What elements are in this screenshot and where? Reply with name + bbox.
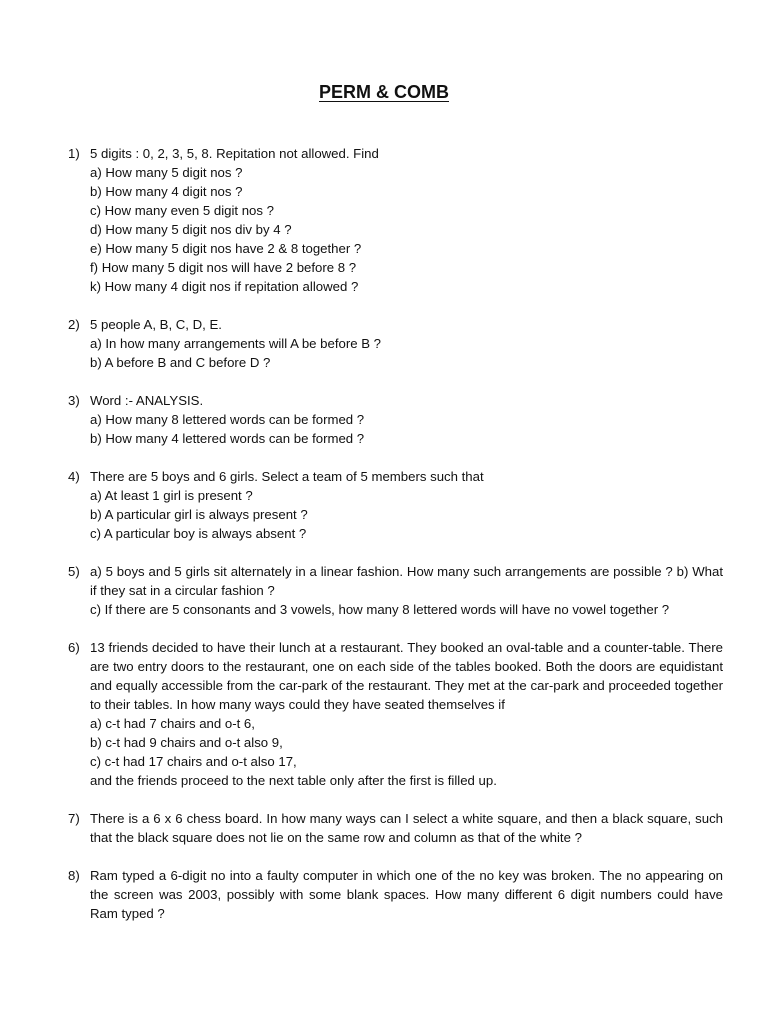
question-line: and the friends proceed to the next table only after the first is filled up. — [90, 773, 497, 788]
question-item — [68, 562, 723, 619]
question-paragraph: 13 friends decided to have their lunch at a restaurant. They booked an oval-table and a counter-table. There are two entry doors to the restaurant, one on each side of the tables booked. Both the doors are equidistant and equally accessible from the car-park of the restaurant. They met at the car-park and proceeded together to their tables. In how many ways could they have seated themselves if — [90, 640, 723, 712]
question-number: 8) — [68, 868, 80, 883]
question-number: 3) — [68, 393, 80, 408]
question-line: a) c-t had 7 chairs and o-t 6, — [90, 716, 255, 731]
question-line: a) How many 5 digit nos ? — [90, 165, 243, 180]
question-line: b) How many 4 digit nos ? — [90, 184, 243, 199]
question-item — [68, 638, 723, 790]
question-item — [68, 315, 723, 372]
question-number: 7) — [68, 811, 80, 826]
question-number: 1) — [68, 146, 80, 161]
question-number: 2) — [68, 317, 80, 332]
question-paragraph: Ram typed a 6-digit no into a faulty computer in which one of the no key was broken. The no appearing on the screen was 2003, possibly with some blank spaces. How many different 6 digit numbers could have Ram typed ? — [90, 868, 723, 921]
question-item — [68, 866, 723, 923]
question-paragraph: a) 5 boys and 5 girls sit alternately in a linear fashion. How many such arrangements are possible ? b) What if they sat in a circular fashion ? — [90, 564, 723, 598]
question-line: f) How many 5 digit nos will have 2 before 8 ? — [90, 260, 357, 275]
question-line: 5 people A, B, C, D, E. — [90, 317, 222, 332]
question-item — [68, 391, 723, 448]
question-line: a) How many 8 lettered words can be formed ? — [90, 412, 365, 427]
question-item — [68, 809, 723, 847]
question-line: b) A particular girl is always present ? — [90, 507, 308, 522]
question-line: b) c-t had 9 chairs and o-t also 9, — [90, 735, 283, 750]
question-line: d) How many 5 digit nos div by 4 ? — [90, 222, 292, 237]
question-line: c) How many even 5 digit nos ? — [90, 203, 274, 218]
question-number: 5) — [68, 564, 80, 579]
question-line: b) How many 4 lettered words can be formed ? — [90, 431, 365, 446]
question-item — [68, 144, 723, 296]
question-item — [68, 467, 723, 543]
question-line: 5 digits : 0, 2, 3, 5, 8. Repitation not allowed. Find — [90, 146, 379, 161]
question-line: k) How many 4 digit nos if repitation allowed ? — [90, 279, 359, 294]
question-line: a) In how many arrangements will A be before B ? — [90, 336, 382, 351]
question-list — [68, 144, 723, 942]
question-line: Word :- ANALYSIS. — [90, 393, 204, 408]
question-line: c) A particular boy is always absent ? — [90, 526, 307, 541]
question-number: 6) — [68, 640, 80, 655]
question-number: 4) — [68, 469, 80, 484]
question-paragraph: There is a 6 x 6 chess board. In how many ways can I select a white square, and then a black square, such that the black square does not lie on the same row and column as that of the white ? — [90, 811, 723, 845]
question-line: c) If there are 5 consonants and 3 vowels, how many 8 lettered words will have no vowel together ? — [90, 602, 670, 617]
page-title: PERM & COMB — [319, 82, 449, 102]
question-line: e) How many 5 digit nos have 2 & 8 together ? — [90, 241, 362, 256]
question-line: c) c-t had 17 chairs and o-t also 17, — [90, 754, 297, 769]
question-line: b) A before B and C before D ? — [90, 355, 271, 370]
question-line: There are 5 boys and 6 girls. Select a team of 5 members such that — [90, 469, 484, 484]
question-line: a) At least 1 girl is present ? — [90, 488, 253, 503]
